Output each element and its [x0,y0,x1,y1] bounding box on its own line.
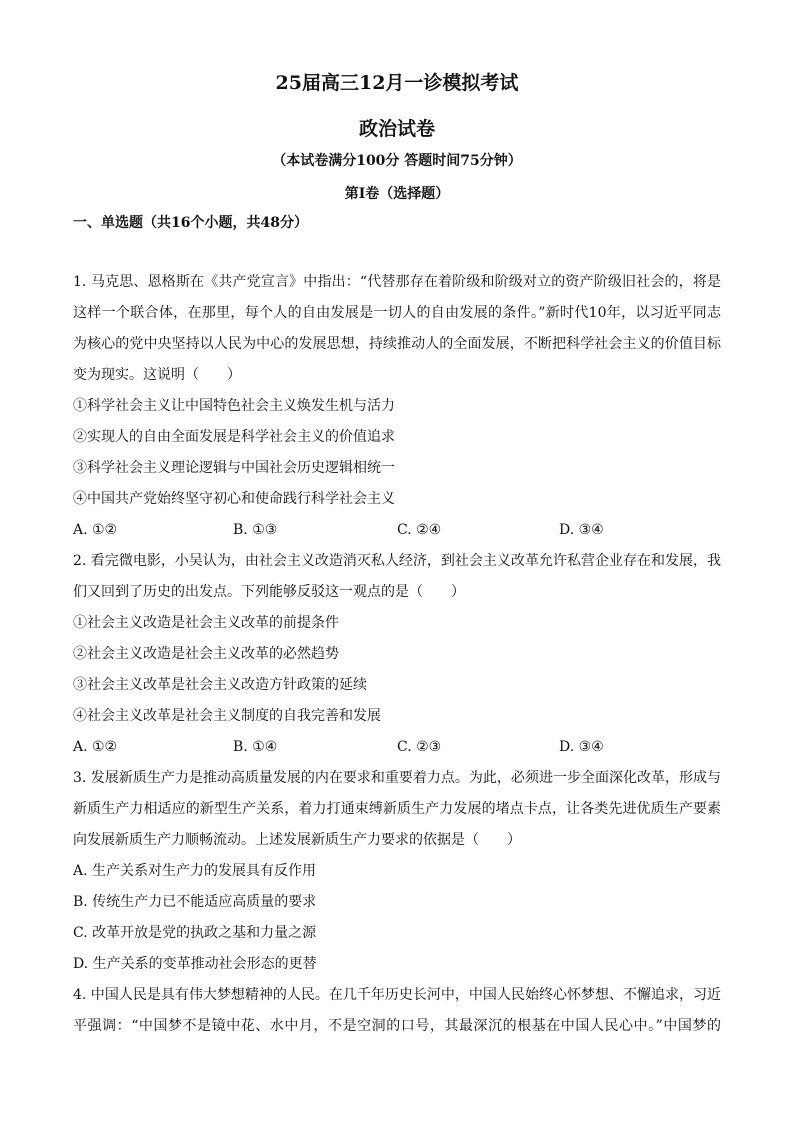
question-1-item: ②实现人的自由全面发展是科学社会主义的价值追求 [73,429,395,445]
question-2-item: ③社会主义改革是社会主义改造方针政策的延续 [73,677,367,693]
question-2-options [73,737,721,757]
question-3-stem-line: 向发展新质生产力顺畅流动。上述发展新质生产力要求的依据是（ ） [73,832,521,848]
question-2-item: ④社会主义改革是社会主义制度的自我完善和发展 [73,708,381,724]
question-1-item: ③科学社会主义理论逻辑与中国社会历史逻辑相统一 [73,460,395,476]
question-3-stem-line: 新质生产力相适应的新型生产关系，着力打通束缚新质生产力发展的堵点卡点，让各类先进优质生产要素 [73,801,721,817]
exam-part-heading: 第Ⅰ卷（选择题） [344,186,450,202]
question-2-stem-line: 们又回到了历史的出发点。下列能够反驳这一观点的是（ ） [73,584,465,600]
option-b[interactable]: B. ①③ [233,522,278,538]
question-1-item: ④中国共产党始终坚守初心和使命践行科学社会主义 [73,491,395,507]
option-a[interactable]: A. ①② [73,522,118,538]
option-d[interactable]: D. 生产关系的变革推动社会形态的更替 [73,956,317,972]
exam-title: 25届高三12月一诊模拟考试 [275,72,519,94]
exam-note: （本试卷满分100分 答题时间75分钟） [272,153,522,169]
question-1-stem-line: 这样一个联合体，在那里，每个人的自由发展是一切人的自由发展的条件。”新时代10年，以习近平同志 [73,305,721,321]
question-2-item: ①社会主义改造是社会主义改革的前提条件 [73,615,339,631]
option-b[interactable]: B. ①④ [233,739,278,755]
option-d[interactable]: D. ③④ [559,522,604,538]
question-1-stem-line: 1. 马克思、恩格斯在《共产党宣言》中指出：“代替那存在着阶级和阶级对立的资产阶级旧社会的，将是 [73,274,721,290]
question-1-options [73,520,721,540]
question-1-stem-line: 变为现实。这说明（ ） [73,367,241,383]
option-c[interactable]: C. ②③ [397,739,442,755]
option-c[interactable]: C. 改革开放是党的执政之基和力量之源 [73,925,317,941]
option-a[interactable]: A. 生产关系对生产力的发展具有反作用 [73,863,317,879]
section-heading: 一、单选题（共16个小题，共48分） [73,215,308,231]
option-c[interactable]: C. ②④ [397,522,442,538]
option-a[interactable]: A. ①② [73,739,118,755]
exam-subject: 政治试卷 [358,118,435,140]
question-1-stem-line: 为核心的党中央坚持以人民为中心的发展思想，持续推动人的全面发展，不断把科学社会主义的价值目标 [73,336,721,352]
question-2-stem-line: 2. 看完微电影，小吴认为，由社会主义改造消灭私人经济，到社会主义改革允许私营企业存在和发展，我 [73,553,721,569]
question-4-stem-line: 平强调：“中国梦不是镜中花、水中月，不是空洞的口号，其最深沉的根基在中国人民心中。”中国梦的 [73,1018,721,1034]
option-b[interactable]: B. 传统生产力已不能适应高质量的要求 [73,894,317,910]
question-4-stem-line: 4. 中国人民是具有伟大梦想精神的人民。在几千年历史长河中，中国人民始终心怀梦想、不懈追求，习近 [73,987,721,1003]
question-3-stem-line: 3. 发展新质生产力是推动高质量发展的内在要求和重要着力点。为此，必须进一步全面深化改革，形成与 [73,770,721,786]
question-2-item: ②社会主义改造是社会主义改革的必然趋势 [73,646,339,662]
question-1-item: ①科学社会主义让中国特色社会主义焕发生机与活力 [73,398,395,414]
option-d[interactable]: D. ③④ [559,739,604,755]
